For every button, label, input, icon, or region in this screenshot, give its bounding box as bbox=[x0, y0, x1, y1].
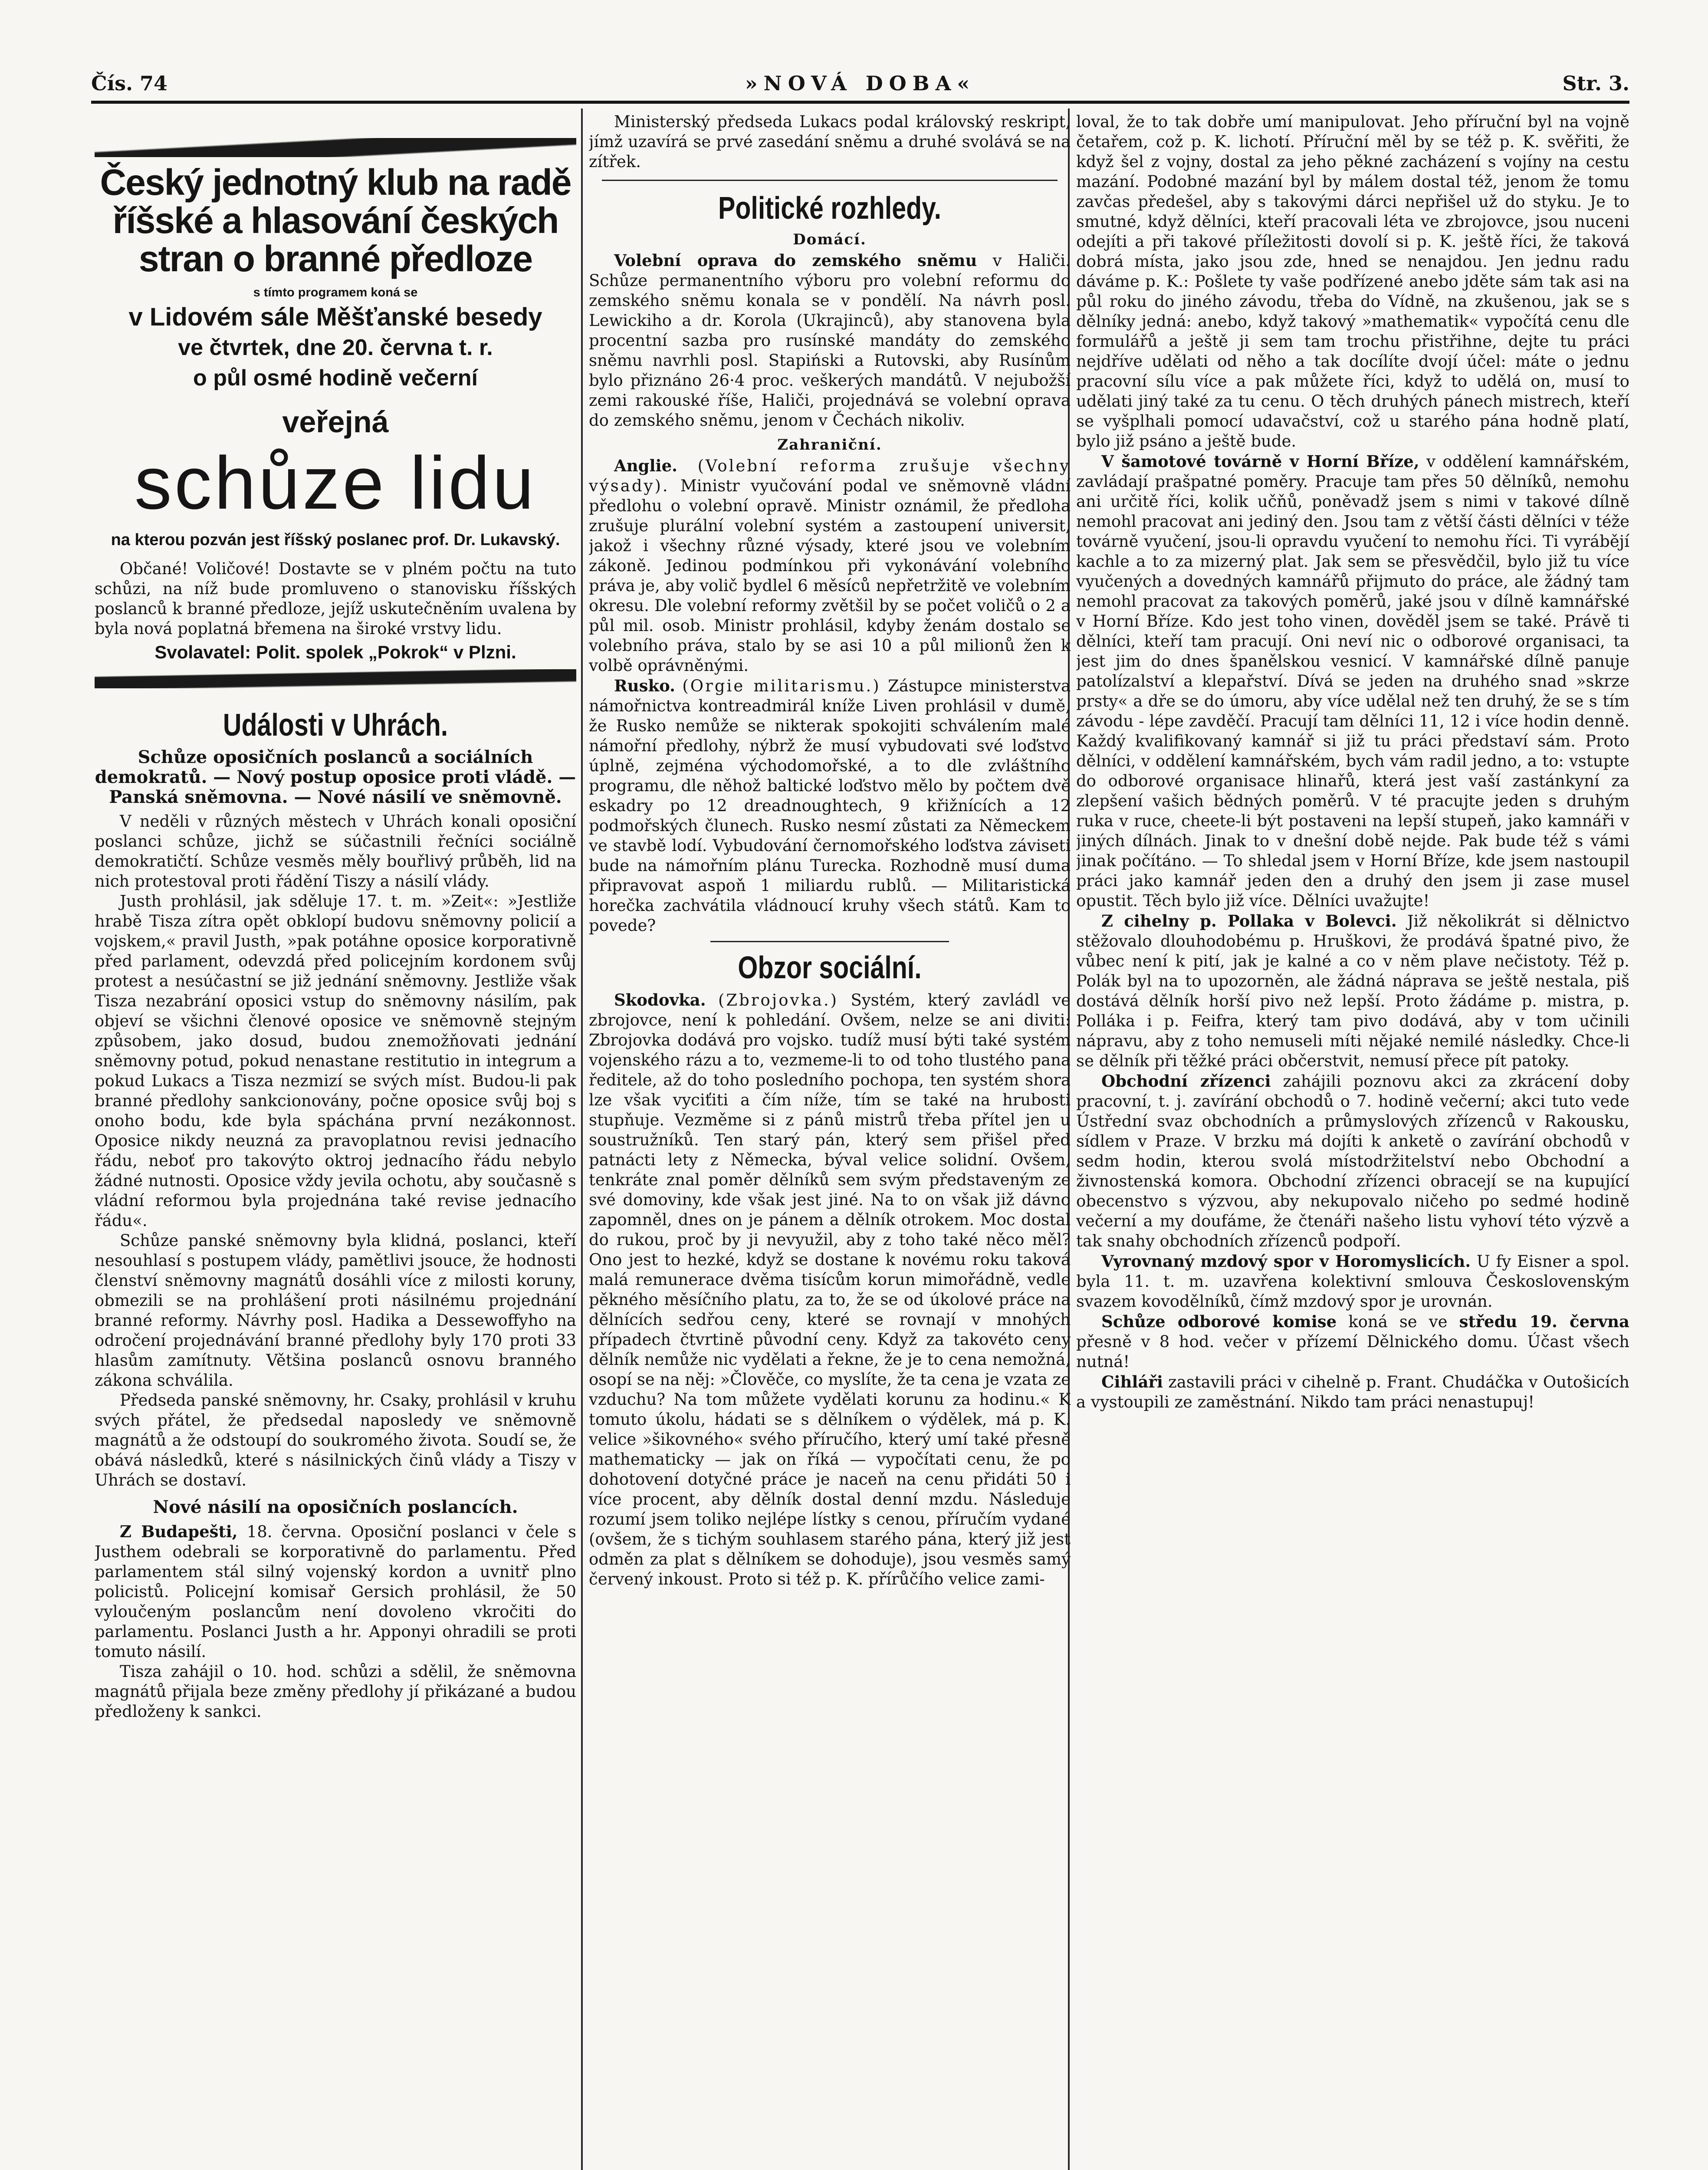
paragraph: Justh prohlásil, jak sděluje 17. t. m. »Zeit«: »Jestliže hrabě Tisza zítra opět obklopí budovu sněmovny policií a vojskem,« pravil Justh, »pak potáhne oposice korporativně před parlament, odevzdá před policejním kordonem svůj protest a nesúčastní se již jednání sněmovny. Jestliže však Tisza nezabrání oposici vstup do sněmovny násilím, pak objeví se všichni členové oposice ve sněmovně stejným způsobem, jako dosud, budou znemožňovati jednání sněmovny potud, pokud nenastane restitutio in integrum a pokud Lukacs a Tisza nezmizí se svých míst. Budou-li pak branné předlohy sankcionovány, počne oposice svůj boj s onoho bodu, kde byla spáchána první nezákonnost. Oposice nikdy neuzná za pravoplatnou revisi jednacího řádu, neboť pro takovýto oktroj jednacího řádu nebylo žádné nutnosti. Oposice vždy jevila ochotu, aby současně s vládní reformou byla projednána také revise jednacího řádu«. bbox=[95, 892, 576, 1230]
divider bbox=[710, 941, 949, 942]
masthead-title: »NOVÁ DOBA« bbox=[745, 72, 976, 95]
lead-in: Obchodní zřízenci bbox=[1101, 1072, 1271, 1091]
paragraph-text: zastavili práci v cihelně p. Frant. Chudáčka v Outošicích a vystoupili ze zaměstnání. Nikdo tam práci nenastupuj! bbox=[1076, 1373, 1629, 1411]
paragraph-text: v oddělení kamnářském, zavládají prašpatné poměry. Pracuje tam přes 50 dělníků, nemohu ani určitě říci, kolik učňů, poněvadž jsem s nimi v takové dílně nemohl pracovat ani jediný den. Jsou tam z větší části dělníci v téže továrně vyučení, jsou-li opravdu vyučení to nemohu říci. Ti vyrábějí kachle a to za mizerný plat. Jak sem se přesvědčil, bylo již tu více vyučených a dovedných kamnářů přijmuto do práce, ale žádný tam nemohl pracovat za takových poměrů, jaké jsou v dílně kamnářské v Horní Bříze. Kdo jest toho vinen, dověděl jsem se také. Právě ti dělníci, kteří tam pracují. Oni neví nic o odborové organisaci, ta jest jim do dnes španělskou vesnicí. V kamnářské dílně panuje patolízalství a klepařství. Dívá se jeden na druhého snad »skrze prsty« a dře se do úmoru, aby více udělal než ten druhý, že se s tím závodu - lépe zavděčí. Pracují tam dělníci 11, 12 i více hodin denně. Každý kvalifikovaný kamnář si již tu práci představí sám. Proto dělníci, v oddělení kamnářském, bych vám radil jedno, a to: vstupte do odborové organisace hlinařů, která jest vaší zastánkyní za zlepšení vašich bědných poměrů. V té pracujte jeden s druhým ruka v ruce, cheete-li být postaveni na lepší stupeň, jako kamnáři v jiných dílnách. Jinak to v dnešní době nejde. Pak bude též s vámi jinak počítáno. — To shledal jsem v Horní Bříze, kde jsem nastoupil práci jako kamnář jeden den a druhý den jsem ji zase musel opustit. Těch bylo již více. Dělníci uvažujte! bbox=[1076, 452, 1629, 910]
paragraph-text: 18. června. Oposiční poslanci v čele s Justhem odebrali se korporativně do parlamentu. Před parlamentem stál silný vojenský kordon a uvnitř plno policistů. Policejní komisař Gersich prohlásil, že 50 vyloučeným poslancům není dovoleno vkročiti do parlamentu. Poslanci Justh a hr. Apponyi ohradili se proti tomuto násilí. bbox=[95, 1522, 576, 1661]
paragraph-text: Systém, který zavládl ve zbrojovce, není k pohledání. Ovšem, nelze se ani diviti: Zbrojovka dodává pro vojsko. tudíž musí býti také systém vojenského rázu a to, vezmeme-li to od toho tlustého pana ředitele, až do toho posledního pochopa, ten systém shora lze však vyciťiti a čím níže, tím se také na hrubosti stupňuje. Vezměme si z pánů mistrů třeba přítel jen u soustružníků. Ten starý pán, který sem přišel před patnácti lety z Německa, býval velice solidní. Ovšem, tenkráte znal poměr dělníků sem svým představeným ze své domoviny, kde však jest jiné. Na to on však již dávno zapomněl, dnes on je pánem a dělník otrokem. Moc dostal do rukou, proč by ji nevyužil, aby z toho také něco měl? Ono jest to hezké, když se dostane k novému roku taková malá remunerace dvěma tisícům korun mimořádně, vedle pěkného měsíčního platu, za to, že se od úkolové práce na dělnících sedřou ceny, které se rovnají v mnohých případech čtvrtině původní ceny. Když za takovéto ceny dělník nemůže nic vydělati a řekne, že je to cena nemožná, osopí se na něj: »Člověče, co myslíte, že ta cena je vzata ze vzduchu? Na tom můžete vydělati korunu za hodinu.« K tomuto úkolu, hádati se s dělníkem o výdělek, má p. K. velice »šikovného« svého příručího, který umí také přesně mathematicky — jak on říká — vypočítati cenu, že po dohotovení dotyčné práce je naceň na cenu přidáti 50 i více procent, aby dělník dostal denní mzdu. Následuje rozumí jsem toliko nejlépe lístky s cenou, příručím vydané (ovšem, že s tichým souhlasem starého pána, který již jest odměn za plat s dělníkem se dohoduje), jsou vesměs samý červený inkoust. Proto si též p. K. přírůčího velice zami- bbox=[589, 991, 1071, 1588]
ad-date: ve čtvrtek, dne 20. června t. r. bbox=[178, 335, 493, 360]
ad-body bbox=[95, 559, 576, 639]
ad-organizer: Svolavatel: Polit. spolek „Pokrok“ v Plzni. bbox=[154, 642, 516, 662]
ad-venue: v Lidovém sále Měšťanské besedy bbox=[128, 303, 542, 331]
header-rule bbox=[91, 101, 1629, 104]
subsection-domaci: Domácí. bbox=[793, 231, 867, 248]
column-rule-1 bbox=[581, 108, 583, 2170]
paragraph bbox=[589, 456, 1071, 676]
paragraph-text: Ministr vyučování podal ve sněmovně vládní předlohu o volební opravě. Ministr oznámil, že předloha zrušuje plurální volební systém a zastoupení universit, jakož i všechny různé výsady, které jsou ve volebním zákoně. Jedinou podmínkou při vykonávání volebního práva je, aby volič bydlel 6 měsíců nepřetržitě ve volebním okresu. Dle volební reformy zvětšil by se počet voličů o 2 a půl mil. osob. Ministr prohlásil, kdyby ženám dostalo se volebního práva, stalo by se asi 10 a půl milionů žen k volbě oprávněnými. bbox=[589, 477, 1071, 675]
ad-headline: schůze lidu bbox=[134, 441, 537, 525]
column-2 bbox=[589, 112, 1071, 2170]
paragraph-text: U fy Eisner a spol. byla 11. t. m. uzavřena kolektivní smlouva Československým svazem kovodělníků, čímž mzdový spor je urovnán. bbox=[1076, 1252, 1629, 1311]
paragraph: V neděli v různých městech v Uhrách konali oposiční poslanci schůze, jichž se súčastnili řečníci sociálně demokratičtí. Schůze vesměs měly bouřlivý průběh, lid na nich protestoval proti řádění Tiszy a násilí vlády. bbox=[95, 812, 576, 891]
paragraph bbox=[589, 676, 1071, 936]
paragraph bbox=[589, 250, 1071, 431]
dateline: Z Budapešti, bbox=[120, 1522, 238, 1541]
ad-title: Český jednotný klub na radě říšské a hlasování českých stran o branné předloze bbox=[100, 162, 571, 279]
meeting-advertisement bbox=[95, 138, 576, 688]
lead-in: Skodovka. bbox=[614, 990, 706, 1009]
spaced-text: (Orgie militarismu.) bbox=[682, 677, 881, 695]
section-title-politicke: Politické rozhledy. bbox=[718, 191, 942, 226]
paragraph: Schůze panské sněmovny byla klidná, poslanci, kteří nesouhlasí s postupem vlády, pamětlivi jsouce, že hodnosti členství sněmovny magnátů dosáhli více z milosti koruny, obmezili se na prohlášení proti násilnému projednání branné reformy. Návrhy posl. Hadika a Dessewoffyho na odročení projednávání branné předlohy byly 170 proti 33 hlasům zamítnuty. Většina poslanců osnovu branného zákona schválila. bbox=[95, 1231, 576, 1390]
article-subtitle-uhry: Schůze oposičních poslanců a sociálních demokratů. — Nový postup oposice proti vládě. — Panská sněmovna. — Nové násilí ve sněmovně. bbox=[95, 747, 576, 807]
ad-bottom-streak bbox=[95, 669, 576, 688]
paragraph bbox=[589, 990, 1071, 1589]
ad-program: s tímto programem koná se bbox=[253, 286, 418, 299]
ad-body-text: Občané! Voličové! Dostavte se v plném počtu na tuto schůzi, na níž bude promluveno o stanovisku říšských poslanců k branné předloze, jejíž uskutečněním uvalena by byla nová poplatná břemena na široké vrstvy lidu. bbox=[95, 559, 576, 638]
paragraph bbox=[1076, 1312, 1629, 1372]
column-3 bbox=[1076, 112, 1629, 2170]
page-header bbox=[91, 72, 1629, 98]
paragraph: Tisza zahájil o 10. hod. schůzi a sdělil, že sněmovna magnátů přijala beze změny předlohy jí přikázané a budou předloženy k sankci. bbox=[95, 1662, 576, 1721]
lead-in: V šamotové továrně v Horní Bříze, bbox=[1101, 452, 1419, 471]
ad-top-streak bbox=[95, 138, 576, 157]
paragraph-text: přesně v 8 hod. večer v přízemí Dělnického domu. Účast všech nutná! bbox=[1076, 1332, 1629, 1371]
spaced-text: (Volební reforma zrušuje všechny výsady). bbox=[589, 457, 1071, 495]
paragraph: Ministerský předseda Lukacs podal královský reskript, jímž uzavírá se prvé zasedání sněmu a druhé svolává se na zítřek. bbox=[589, 112, 1071, 171]
paragraph bbox=[1076, 1251, 1629, 1312]
paragraph-text: Zástupce ministerstva námořnictva kontreadmirál kníže Liven prohlásil v dumě, že Rusko nemůže se nikterak spokojiti schválením malé námořní předlohy, nýbrž že musí vybudovati své loďstvo úplně, zejména východomořské, a to dle zvláštního programu, dle něhož baltické loďstvo mělo by počtem dvě eskadry po 12 dreadnoughtech, 9 křižnících a 12 podmořských člunech. Rusko nesmí zůstati za Německem ve stavbě lodí. Vybudování černomořského loďstva záviseti bude na námořním plánu Turecka. Rozhodně musí duma připravovat aspoň 1 miliardu rublů. — Militaristická horečka zachvátila vládnoucí kruhy všech států. Kam to povede? bbox=[589, 677, 1071, 935]
spaced-text: (Zbrojovka.) bbox=[718, 991, 839, 1009]
ad-public: veřejná bbox=[282, 405, 389, 439]
paragraph bbox=[1076, 1071, 1629, 1251]
paragraph bbox=[1076, 451, 1629, 911]
page-number: Str. 3. bbox=[1562, 72, 1629, 95]
subsection-zahranicni: Zahraniční. bbox=[777, 436, 882, 454]
paragraph bbox=[1076, 1372, 1629, 1412]
paragraph-text: v Haliči. Schůze permanentního výboru pro volební reformu do zemského sněmu konala se v pondělí. Na návrh posl. Lewickiho a dr. Korola (Ukrajinců), aby stanovena byla procentní sazba pro rusínské mandáty do zemského sněmu navrhli posl. Stapiński a Rutovski, aby Rusínům bylo přiznáno 26·4 proc. veškerých mandátů. V nejubožší zemi rakouské říše, Haliči, projednává se volební oprava do zemského sněmu, jenom v Čechách nikoliv. bbox=[589, 251, 1071, 430]
ad-invitation: na kterou pozván jest říšský poslanec prof. Dr. Lukavský. bbox=[111, 531, 560, 549]
subheading-nasili: Nové násilí na oposičních poslancích. bbox=[153, 1497, 518, 1517]
lead-in: Volební oprava do zemského sněmu bbox=[614, 251, 977, 270]
issue-number: Čís. 74 bbox=[91, 72, 168, 95]
lead-in: Z cihelny p. Pollaka v Bolevci. bbox=[1101, 911, 1397, 930]
lead-in: Schůze odborové komise bbox=[1101, 1312, 1337, 1331]
article-title-uhry: Události v Uhrách. bbox=[223, 708, 448, 743]
ad-time: o půl osmé hodině večerní bbox=[193, 365, 478, 391]
divider bbox=[602, 180, 1058, 181]
lead-in: Anglie. bbox=[614, 456, 678, 475]
paragraph-text: koná se ve bbox=[1348, 1312, 1448, 1331]
paragraph: Předseda panské sněmovny, hr. Csaky, prohlásil v kruhu svých přátel, že předsedal naposledy ve sněmovně magnátů a že odstoupí do soukromého života. Soudí se, že obává následků, které s násilnických činů vlády a Tiszy v Uhrách se dostaví. bbox=[95, 1391, 576, 1489]
paragraph-text: zahájili poznovu akci za zkrácení doby pracovní, t. j. zavírání obchodů o 7. hodině večerní; akci tuto vede Ústřední svaz obchodních a průmyslových zřízenců v Rakousku, sídlem v Praze. V brzku má dojíti k anketě o zavírání obchodů v sedm hodin, kterou svolá místodržitelství nebo Obchodní a živnostenská komora. Obchodní zřízenci obracejí se na kupující obecenstvo s výzvou, aby nekupovalo ničeho po sedmé hodině večerní a my doufáme, že čtenáři našeho listu vyhoví této výzvě a tak snahy obchodních zřízenců podpoří. bbox=[1076, 1072, 1629, 1250]
paragraph-text: Již několikrát si dělnictvo stěžovalo dlouhodobému p. Hruškovi, že prodává špatné pivo, že vůbec není k pití, jak je kalné a co v něm plave nečistoty. Též p. Polák byl na to upozorněn, ale žádná náprava se ještě nestala, piš dostává dělník horší pivo než lepší. Proto žádáme p. mistra, p. Polláka i p. Feifra, který tam pivo dodává, aby v tom učinili nápravu, aby z toho nemuseli míti nějaké nemilé následky. Chce-li se dělník při těžké práci občerstvit, nemusí přece pít patoky. bbox=[1076, 912, 1629, 1070]
lead-in: Rusko. bbox=[614, 676, 676, 695]
paragraph: loval, že to tak dobře umí manipulovat. Jeho příruční byl na vojně četařem, což p. K. lichotí. Příruční měl by se též p. K. svěřiti, že když šel z vojny, dostal za jeho pěkné zacházení s vojíny na cestu mazání. Podobné mazání byl by málem dostal též, jenom že tomu zavčas předešel, aby s takovými dárci nepřišel už do styku. Je to smutné, když dělníci, kteří pracovali léta ve zbrojovce, jsou nuceni odejíti a při takové příležitosti dovolí si p. K. ještě říci, že taková dobrá místa, jako jsou zde, hned se nenajdou. Jen jednu radu dáváme p. K.: Pošlete ty vaše podřízené anebo jděte sám tak asi na půl roku do jiného závodu, třeba do Vídně, na zkušenou, jak se s dělníky jedná: anebo, když takový »mathematik« vypočítá cenu dle formulářů a ještě ji sem tam trochu přistřihne, dejte tu práci nejdříve udělati od něho a tak docílíte dvojí účel: máte o jednu pracovní sílu více a pak můžete říci, když to udělá on, musí to udělati jiný také za tu cenu. O těch druhých pánech mistrech, kteří se vyšplhali pomocí udavačství, což u starého pána hodně platí, bylo již psáno a ještě bude. bbox=[1076, 112, 1629, 450]
column-1 bbox=[95, 112, 576, 2170]
lead-in: Vyrovnaný mzdový spor v Horomyslicích. bbox=[1101, 1252, 1471, 1271]
lead-in: Cihláři bbox=[1101, 1372, 1163, 1391]
meeting-date: středu 19. června bbox=[1459, 1312, 1629, 1331]
section-title-obzor: Obzor sociální. bbox=[738, 950, 922, 985]
paragraph bbox=[1076, 911, 1629, 1071]
paragraph bbox=[95, 1522, 576, 1662]
